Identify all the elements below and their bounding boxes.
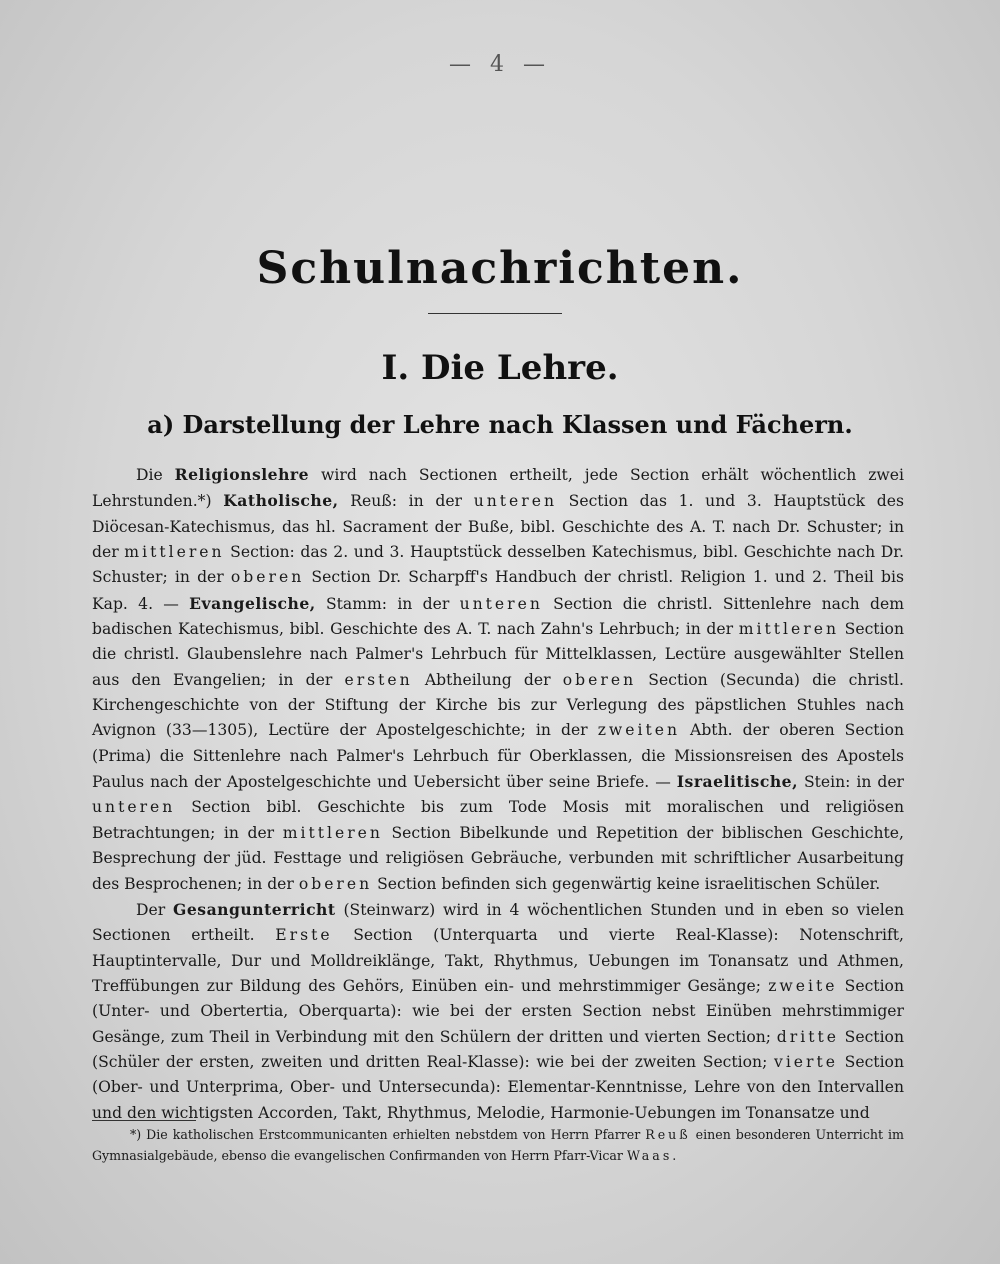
spaced-word: vierte xyxy=(774,1052,838,1071)
term-israelitische: Israelitische, xyxy=(676,772,799,792)
spaced-word: dritte xyxy=(776,1027,839,1046)
text-run: Die xyxy=(136,466,175,484)
text-run: Reuß: in der xyxy=(338,492,474,511)
spaced-word: unteren xyxy=(92,798,176,817)
text-run: Abtheilung der xyxy=(412,670,563,689)
spaced-word: ersten xyxy=(344,670,413,689)
spaced-word: oberen xyxy=(298,874,373,893)
spaced-word: mittleren xyxy=(282,823,383,842)
title-divider xyxy=(428,313,562,314)
subsection-heading: a) Darstellung der Lehre nach Klassen und Fächern. xyxy=(147,410,853,439)
term-evangelische: Evangelische, xyxy=(189,593,316,613)
text-run: Section das 1. und 3. Hauptstück des Diöcesan-Katechismus, das hl. Sacrament der Buße, bibl. Geschichte des A. T. nach Dr. Schuster; in der xyxy=(92,492,905,562)
spaced-word: unteren xyxy=(473,492,557,511)
page-number: — 4 — xyxy=(449,52,551,77)
text-run: einen besonderen Unterricht im Gymnasialgebäude, ebenso die evangelischen Confirmanden von Herrn Pfarr-Vicar xyxy=(92,1127,904,1163)
spaced-word: oberen xyxy=(230,568,305,587)
text-run: Stamm: in der xyxy=(315,594,460,613)
text-run: Section Dr. Scharpff's Handbuch der christl. Religion 1. und 2. Theil bis Kap. 4. — xyxy=(92,568,904,613)
spaced-word: zweiten xyxy=(597,721,681,740)
term-religionslehre: Religionslehre xyxy=(174,465,310,484)
footnote xyxy=(92,1124,904,1166)
text-run: Section: das 2. und 3. Hauptstück desselben Katechismus, bibl. Geschichte nach Dr. Schuster; in der xyxy=(92,543,905,587)
text-run: Section (Secunda) die christl. Kirchengeschichte von der Stiftung der Kirche bis zur Verlegung des päpstlichen Stuhles nach Avignon (33—1305), Lectüre der Apostelgeschichte; in der xyxy=(92,670,904,740)
text-run: . xyxy=(672,1148,677,1163)
spaced-word: mittleren xyxy=(738,620,839,639)
text-run: Section (Ober- und Unterprima, Ober- und Untersecunda): Elementar-Kenntnisse, Lehre von den Intervallen und den wichtigsten Accorden, Takt, Rhythmus, Melodie, Harmonie-Uebungen im Tonansatze und xyxy=(92,1052,904,1122)
text-run: Der xyxy=(136,900,174,919)
spaced-word: mittleren xyxy=(124,543,225,562)
text-run: Abth. der oberen Section (Prima) die Sittenlehre nach Palmer's Lehrbuch für Oberklassen, die Missionsreisen des Apostels Paulus nach der Apostelgeschichte und Uebersicht über seine Briefe. — xyxy=(92,721,904,792)
spaced-word: Waas xyxy=(626,1148,673,1163)
footnote-divider xyxy=(92,1120,196,1121)
body-text xyxy=(92,462,904,1126)
text-run: Section (Schüler der ersten, zweiten und dritten Real-Klasse): wie bei der zweiten Section; xyxy=(92,1027,904,1071)
spaced-word: unteren xyxy=(459,594,543,613)
text-run: Section die christl. Glaubenslehre nach Palmer's Lehrbuch für Mittelklassen, Lectüre ausgewählter Stellen aus den Evangelien; in der xyxy=(92,620,904,689)
spaced-word: oberen xyxy=(562,670,637,689)
page-title: Schulnachrichten. xyxy=(256,243,744,294)
spaced-word: Reuß xyxy=(645,1127,691,1142)
paragraph-religion xyxy=(92,462,904,897)
text-run: *) Die katholischen Erstcommunicanten erhielten nebstdem von Herrn Pfarrer xyxy=(130,1127,646,1142)
text-run: Section bibl. Geschichte bis zum Tode Mosis mit moralischen und religiösen Betrachtungen; in der xyxy=(92,798,904,842)
text-run: Section befinden sich gegenwärtig keine israelitischen Schüler. xyxy=(372,874,881,893)
paragraph-gesang xyxy=(92,897,904,1126)
spaced-word: zweite xyxy=(768,976,838,995)
section-heading: I. Die Lehre. xyxy=(381,348,619,388)
text-run: Section (Unter- und Obertertia, Oberquarta): wie bei der ersten Section nebst Einüben mehrstimmiger Gesänge, zum Theil in Verbindung mit den Schülern der dritten und vierten Section; xyxy=(92,976,904,1046)
text-run: Stein: in der xyxy=(798,773,904,792)
term-katholische: Katholische, xyxy=(223,491,339,511)
text-run: (Steinwarz) wird in 4 wöchentlichen Stunden und in eben so vielen Sectionen ertheilt. xyxy=(92,900,904,945)
text-run: Section (Unterquarta und vierte Real-Klasse): Notenschrift, Hauptintervalle, Dur und Molldreiklänge, Takt, Rhythmus, Uebungen im Tonansatz und Athmen, Treffübungen zur Bildung des Gehörs, Einüben ein- und mehrstimmiger Gesänge; xyxy=(92,926,905,995)
text-run: Section Bibelkunde und Repetition der biblischen Geschichte, Besprechung der jüd. Festtage und religiösen Gebräuche, verbunden mit schriftlicher Ausarbeitung des Besprochenen; in der xyxy=(92,823,904,893)
text-run: wird nach Sectionen ertheilt, jede Section erhält wöchentlich zwei Lehrstunden.*) xyxy=(92,466,904,511)
text-run: Section die christl. Sittenlehre nach dem badischen Katechismus, bibl. Geschichte des A. T. nach Zahn's Lehrbuch; in der xyxy=(92,594,904,639)
spaced-word: Erste xyxy=(275,926,333,945)
term-gesangunterricht: Gesangunterricht xyxy=(173,899,336,919)
